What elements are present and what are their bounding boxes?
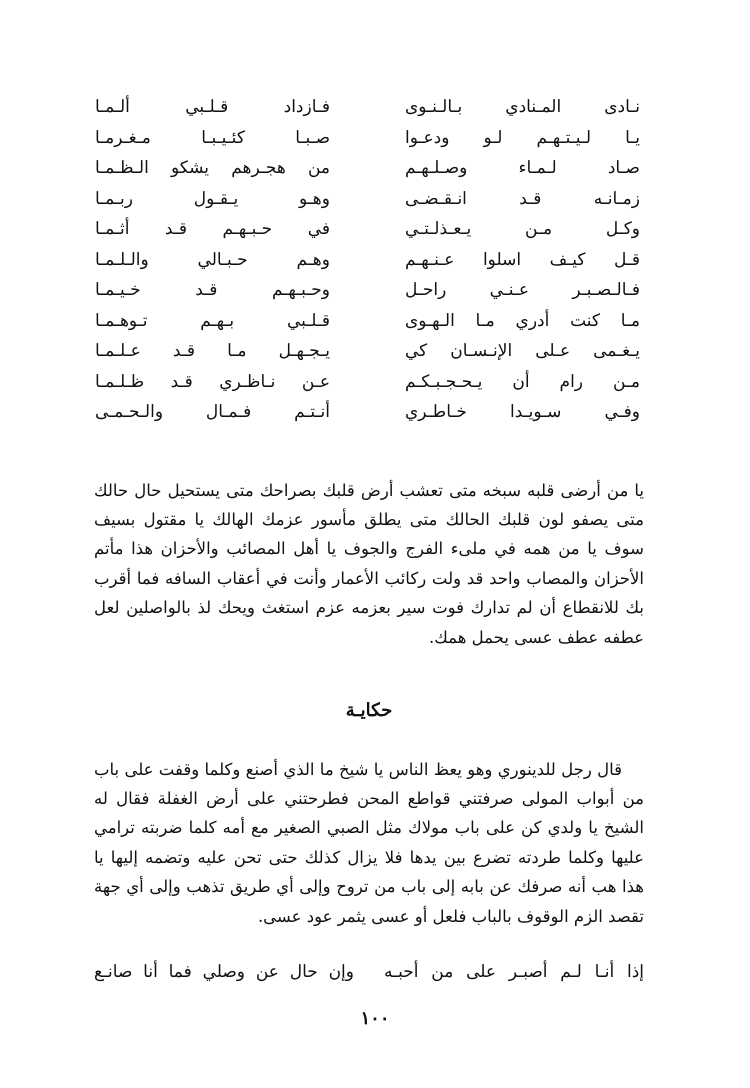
verse-first-hemistich: صـاد لـمـاء وصـلـهـم — [405, 158, 640, 178]
section-heading: حكايـة — [345, 700, 393, 721]
verse-first-hemistich: يـغـمى عـلى الإنـسـان كي — [405, 341, 640, 361]
poem — [95, 92, 640, 428]
poem-verse — [95, 123, 640, 154]
verse-first-hemistich: نـادى المـنادي بـالـنـوى — [405, 97, 640, 117]
poem-verse — [95, 397, 640, 428]
poem-verse — [95, 92, 640, 123]
verse-second-hemistich: وهـم حـبـالي والـلـمـا — [95, 249, 330, 270]
poem-verse — [95, 245, 640, 276]
verse-first-hemistich: مـن رام أن يـحـجـبـكـم — [405, 371, 640, 392]
verse-second-hemistich: صـبـا كئـيـبـا مـغـرمـا — [95, 127, 330, 148]
verse-second-hemistich: في حـبـهـم قـد أثـمـا — [95, 219, 330, 239]
verse-second-hemistich: وإن حال عن وصلي فما أنا صانـع — [94, 962, 354, 982]
closing-verse — [94, 957, 644, 987]
verse-second-hemistich: يـجـهـل مـا قـد عـلـمـا — [95, 341, 330, 361]
poem-verse — [95, 153, 640, 184]
exhortation-paragraph: يا من أرضى قلبه سبخه متى تعشب أرض قلبك بصراحك متى يستحيل حال حالك متى يصفو لون قلبك الحالك متى يطلق مأسور عزمك الهالك يا مقتول بسيف سوف يا من همه في ملىء الفرج والجوف يا أهل المصائب والأحزان هذا مأتم الأحزان والمصاب واحد قد ولت ركائب الأعمار وأنت في أعقاب السافه فما أقرب بك للانقطاع أن لم تدارك فوت سير بعزمه عزم استغث ويحك لذ بالواصلين لعل عطفه عطف عسى يحمل همك. — [94, 480, 644, 647]
verse-first-hemistich: وفـي سـويـدا خـاطـري — [405, 402, 640, 422]
verse-second-hemistich: وحـبـهـم قـد خـيـمـا — [95, 280, 330, 300]
verse-first-hemistich: مـا كنت أدري مـا الـهـوى — [405, 310, 640, 331]
verse-second-hemistich: قـلـبي بـهـم تـوهـمـا — [95, 310, 330, 331]
verse-second-hemistich: من هجـرهم يشكو الـظـمـا — [95, 158, 330, 178]
verse-second-hemistich: أنـتـم فـمـال والـحـمـى — [95, 402, 330, 422]
verse-first-hemistich: قـل كيـف اسلوا عـنـهـم — [405, 249, 640, 270]
verse-first-hemistich: فـالـصـبـر عـنـي راحـل — [405, 280, 640, 300]
verse-first-hemistich: يـا لـيـتـهـم لـو ودعـوا — [405, 127, 640, 148]
verse-second-hemistich: فـازداد قـلـبي ألـمـا — [95, 97, 330, 117]
verse-first-hemistich: زمـانـه قـد انـقـضـى — [405, 188, 640, 209]
poem-verse — [95, 214, 640, 245]
poem-verse — [95, 306, 640, 337]
story-paragraph: قال رجل للدينوري وهو يعظ الناس يا شيخ ما الذي أصنع وكلما وقفت على باب من أبواب المولى صرفتني قواطع المحن فطرحتني على أرض الغفلة فقال له الشيخ يا ولدي كن على باب مولاك مثل الصبي الصغير مع أمه كلما ضربته ترامي عليها وكلما طردته تضرع بين يدها فلا يزال كذلك حتى تحن عليه وتضمه إليها يا هذا هب أنه صرفك عن بابه إلى باب من تروح وإلى أي طريق تذهب وإلى أي جهة تقصد الزم الوقوف بالباب فلعل أو عسى يثمر عود عسى. — [94, 759, 644, 926]
verse-second-hemistich: وهـو يـقـول ربـمـا — [95, 188, 330, 209]
poem-verse — [95, 367, 640, 398]
verse-second-hemistich: عـن نـاظـري قـد ظـلـمـا — [95, 371, 330, 392]
poem-verse — [95, 336, 640, 367]
page-number: ١٠٠ — [360, 1008, 390, 1029]
poem-verse — [95, 184, 640, 215]
verse-first-hemistich: إذا أنـا لـم أصبـر على من أحبـه — [384, 962, 644, 982]
poem-verse — [95, 275, 640, 306]
verse-first-hemistich: وكـل مـن يـعـذلـتـي — [405, 219, 640, 239]
